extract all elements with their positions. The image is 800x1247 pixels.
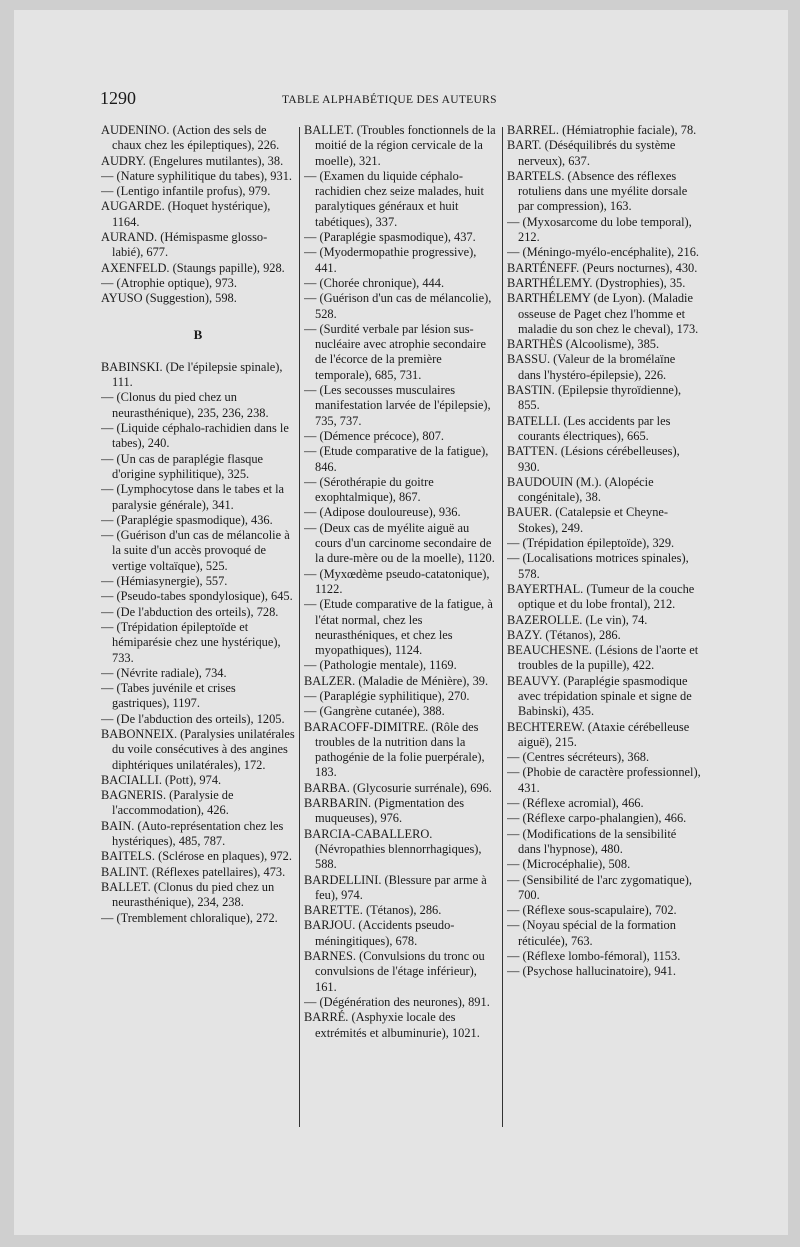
index-entry: — (Réflexe acromial), 466.	[507, 796, 644, 811]
index-entry: BASTIN. (Epilepsie thyroïdienne), 855.	[507, 383, 682, 413]
index-entry: — (Lymphocytose dans le tabes et la paralysie générale), 341.	[101, 482, 285, 512]
index-entry: — (Réflexe carpo-phalangien), 466.	[507, 811, 687, 826]
index-entry: — (Réflexe sous-scapulaire), 702.	[507, 903, 677, 918]
index-entry: — (Méningo-myélo-encéphalite), 216.	[507, 245, 699, 260]
index-entry: — (Noyau spécial de la formation réticulée), 763.	[507, 918, 676, 948]
index-entry: — (Myxosarcome du lobe temporal), 212.	[507, 214, 692, 245]
index-entry: — (Microcéphalie), 508.	[507, 857, 631, 872]
index-entry: BARTHÈS (Alcoolisme), 385.	[507, 337, 660, 352]
index-entry: BALZER. (Maladie de Ménière), 39.	[304, 673, 489, 688]
index-entry: — (Etude comparative de la fatigue, à l'état normal, chez les neurasthéniques, et chez les myopathiques), 1124.	[304, 597, 493, 658]
index-entry: BATELLI. (Les accidents par les courants électriques), 665.	[507, 413, 671, 443]
index-entry: — (Localisations motrices spinales), 578.	[507, 551, 689, 581]
index-entry: BARTELS. (Absence des réflexes rotuliens dans une myélite dorsale par compression), 163.	[507, 168, 688, 214]
index-entry: — (Les secousses musculaires manifestation larvée de l'épilepsie), 735, 737.	[304, 383, 491, 428]
index-entry: BAUER. (Catalepsie et Cheyne-Stokes), 249.	[507, 505, 669, 535]
index-entry: — (De l'abduction des orteils), 728.	[101, 604, 279, 619]
index-entry: BARBA. (Glycosurie surrénale), 696.	[304, 780, 492, 795]
index-entry: — (Névrite radiale), 734.	[101, 665, 227, 680]
index-entry: BALINT. (Réflexes patellaires), 473.	[101, 864, 286, 879]
running-title: TABLE ALPHABÉTIQUE DES AUTEURS	[282, 94, 497, 106]
index-entry: — (Tabes juvénile et crises gastriques), 1197.	[101, 681, 236, 711]
index-entry: — (Atrophie optique), 973.	[101, 275, 237, 290]
index-entry: BAYERTHAL. (Tumeur de la couche optique et du lobe frontal), 212.	[507, 581, 695, 612]
index-entry: BECHTEREW. (Ataxie cérébelleuse aiguë), 215.	[507, 719, 690, 749]
index-entry: — (Un cas de paraplégie flasque d'origine syphilitique), 325.	[101, 451, 264, 481]
section-letter: B	[193, 326, 203, 342]
index-entry: BAUDOUIN (M.). (Alopécie congénitale), 38.	[507, 474, 654, 505]
index-entry: — (De l'abduction des orteils), 1205.	[101, 711, 285, 726]
column-3	[507, 123, 701, 1133]
index-entry: BAGNERIS. (Paralysie de l'accommodation), 426.	[101, 788, 234, 818]
index-entry: — (Hémiasynergie), 557.	[101, 574, 228, 589]
index-entry: BARJOU. (Accidents pseudo-méningitiques), 678.	[304, 918, 455, 948]
index-entry: AUGARDE. (Hoquet hystérique), 1164.	[101, 199, 271, 229]
index-entry: — (Lentigo infantile profus), 979.	[101, 184, 271, 199]
index-entry: BAZEROLLE. (Le vin), 74.	[507, 612, 648, 627]
column-divider	[299, 127, 300, 1127]
index-entry: — (Pathologie mentale), 1169.	[304, 658, 457, 673]
index-entry: — (Myxœdème pseudo-catatonique), 1122.	[304, 566, 490, 596]
page-header	[100, 88, 700, 112]
index-entry: — (Etude comparative de la fatigue), 846.	[304, 444, 489, 474]
index-entry: — (Pseudo-tabes spondylosique), 645.	[101, 589, 293, 604]
index-entry: BATTEN. (Lésions cérébelleuses), 930.	[507, 444, 680, 474]
index-entry: — (Clonus du pied chez un neurasthénique), 235, 236, 238.	[101, 390, 269, 420]
index-entry: — (Trépidation épileptoïde), 329.	[507, 536, 675, 551]
column-1	[101, 123, 295, 1133]
index-entry: — (Phobie de caractère professionnel), 431.	[507, 765, 701, 795]
index-entry: — (Réflexe lombo-fémoral), 1153.	[507, 949, 681, 964]
index-entry: BARREL. (Hémiatrophie faciale), 78.	[507, 123, 697, 137]
index-entry: — (Guérison d'un cas de mélancolie à la suite d'un accès provoqué de vertige voltaïque), 525.	[101, 528, 290, 573]
index-entry: BALLET. (Troubles fonctionnels de la moitié de la région cervicale de la moelle), 321.	[304, 123, 496, 168]
index-entry: — (Psychose hallucinatoire), 941.	[507, 964, 676, 979]
index-entry: BARRÉ. (Asphyxie locale des extrémités et albuminurie), 1021.	[304, 1010, 480, 1040]
index-entry: BALLET. (Clonus du pied chez un neurasthénique), 234, 238.	[101, 879, 275, 910]
index-entry: — (Chorée chronique), 444.	[304, 275, 445, 290]
index-entry: — (Nature syphilitique du tabes), 931.	[101, 168, 292, 183]
index-entry: BARACOFF-DIMITRE. (Rôle des troubles de la nutrition dans la pathogénie de la folie puerpérale), 183.	[304, 719, 485, 780]
index-entry: AURAND. (Hémispasme glosso-labié), 677.	[101, 230, 268, 260]
index-entry: BARCIA-CABALLERO. (Névropathies blennorrhagiques), 588.	[304, 826, 482, 872]
index-entry: BABINSKI. (De l'épilepsie spinale), 111.	[101, 359, 283, 390]
index-entry: BARDELLINI. (Blessure par arme à feu), 974.	[304, 872, 487, 902]
index-entry: BARTÉNEFF. (Peurs nocturnes), 430.	[507, 260, 698, 275]
index-entry: — (Sensibilité de l'arc zygomatique), 700.	[507, 872, 692, 902]
index-entry: AXENFELD. (Staungs papille), 928.	[101, 260, 285, 275]
index-entry: — (Tremblement chloralique), 272.	[101, 910, 278, 925]
index-entry: — (Deux cas de myélite aiguë au cours d'un carcinome secondaire de la dure-mère ou de la moelle), 1120.	[304, 520, 495, 566]
index-entry: — (Surdité verbale par lésion sus-nucléaire avec atrophie secondaire de l'écorce de la première temporale), 685, 731.	[304, 321, 486, 382]
index-entry: — (Trépidation épileptoïde et hémiparésie chez une hystérique), 733.	[101, 619, 281, 665]
index-entry: BEAUVY. (Paraplégie spasmodique avec trépidation spinale et signe de Babinski), 435.	[507, 673, 692, 719]
column-2	[304, 123, 498, 1133]
index-entry: AUDRY. (Engelures mutilantes), 38.	[101, 153, 284, 168]
index-entry: — (Dégénération des neurones), 891.	[304, 994, 490, 1009]
index-entry: BEAUCHESNE. (Lésions de l'aorte et troubles de la pupille), 422.	[507, 643, 699, 673]
index-entry: — (Centres sécréteurs), 368.	[507, 750, 650, 765]
index-entry: — (Myodermopathie progressive), 441.	[304, 245, 477, 275]
index-entry: BARTHÉLEMY (de Lyon). (Maladie osseuse de Paget chez l'homme et maladie du son chez le cheval), 173.	[507, 291, 699, 336]
index-entry: BACIALLI. (Pott), 974.	[101, 772, 222, 787]
index-entry: — (Guérison d'un cas de mélancolie), 528.	[304, 291, 492, 321]
index-entry: — (Adipose douloureuse), 936.	[304, 505, 461, 520]
index-entry: BABONNEIX. (Paralysies unilatérales du voile consécutives à des angines diphtériques unilatérales), 172.	[101, 726, 295, 772]
index-entry: BAITELS. (Sclérose en plaques), 972.	[101, 849, 292, 864]
index-entry: — (Examen du liquide céphalo-rachidien chez seize malades, huit paralytiques généraux et huit tabétiques), 337.	[304, 168, 484, 229]
page-number: 1290	[100, 88, 136, 108]
index-entry: — (Liquide céphalo-rachidien dans le tabes), 240.	[101, 421, 289, 451]
index-entry: BARETTE. (Tétanos), 286.	[304, 903, 442, 918]
index-entry: BART. (Déséquilibrés du système nerveux), 637.	[507, 138, 676, 168]
index-entry: — (Paraplégie spasmodique), 437.	[304, 230, 476, 245]
index-entry: BAIN. (Auto-représentation chez les hystériques), 485, 787.	[101, 818, 284, 849]
column-divider	[502, 127, 503, 1127]
index-entry: — (Démence précoce), 807.	[304, 428, 445, 443]
index-entry: BARTHÉLEMY. (Dystrophies), 35.	[507, 275, 686, 290]
index-entry: — (Sérothérapie du goitre exophtalmique), 867.	[304, 474, 434, 505]
index-entry: — (Paraplégie spasmodique), 436.	[101, 512, 273, 527]
index-entry: BARNES. (Convulsions du tronc ou convulsions de l'étage inférieur), 161.	[304, 949, 485, 994]
index-entry: AYUSO (Suggestion), 598.	[101, 291, 237, 306]
index-entry: BAZY. (Tétanos), 286.	[507, 627, 621, 642]
index-entry: — (Paraplégie syphilitique), 270.	[304, 688, 470, 703]
index-entry: — (Gangrène cutanée), 388.	[304, 704, 445, 719]
index-entry: BARBARIN. (Pigmentation des muqueuses), 976.	[304, 796, 465, 826]
index-entry: — (Modifications de la sensibilité dans l'hypnose), 480.	[507, 826, 677, 856]
index-entry: AUDENINO. (Action des sels de chaux chez les épileptiques), 226.	[101, 123, 280, 153]
index-entry: BASSU. (Valeur de la bromélaïne dans l'hystéro-épilepsie), 226.	[507, 352, 676, 382]
